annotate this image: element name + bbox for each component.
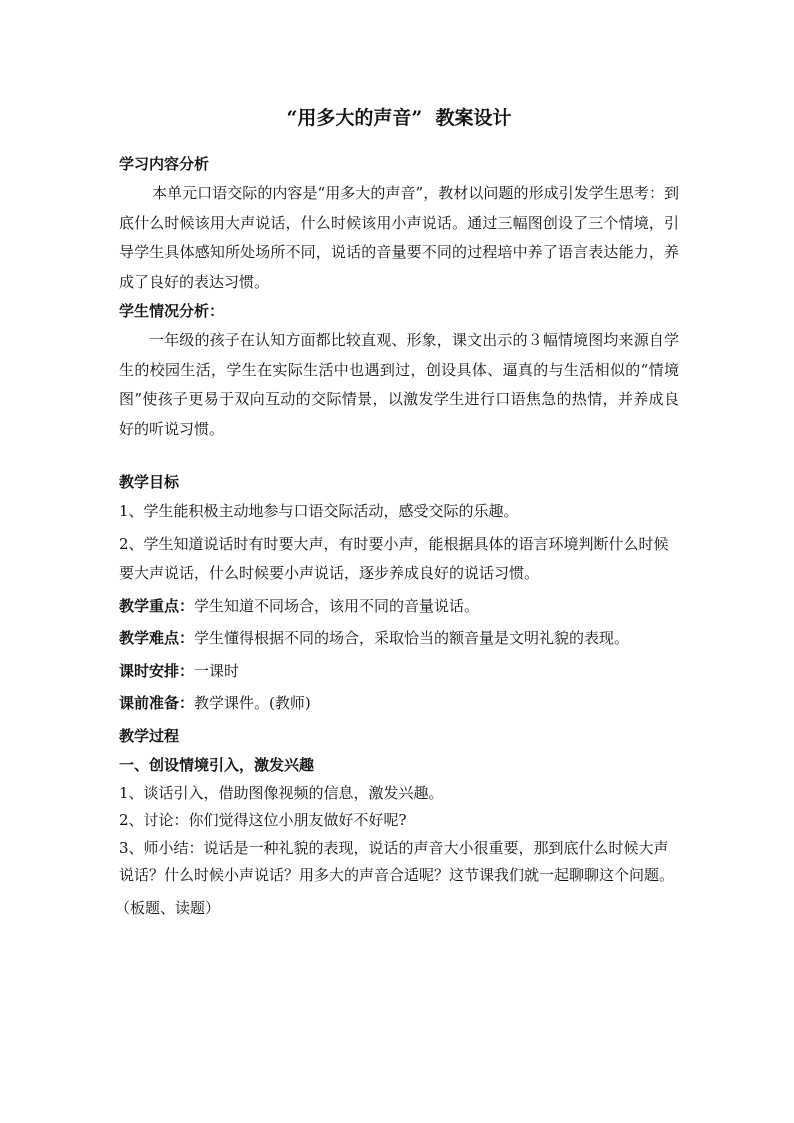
student-analysis-heading: 学生情况分析： xyxy=(119,302,225,320)
schedule-line xyxy=(119,657,679,687)
objectives-heading: 教学目标 xyxy=(119,473,180,491)
objectives-section xyxy=(119,468,679,589)
content-analysis-section xyxy=(119,150,679,297)
preparation-text: 教学课件。(教师) xyxy=(194,694,311,712)
content-analysis-paragraph: 本单元口语交际的内容是“用多大的声音”，教材以问题的形成引发学生思考：到底什么时候该用大声说话，什么时候该用小声说话。通过三幅图创设了三个情境，引导学生具体感知所处场所不同，说话的音量要不同的过程培中养了语言表达能力，养成了良好的表达习惯。 xyxy=(119,184,679,291)
content-analysis-heading: 学习内容分析 xyxy=(119,155,210,173)
difficulty-label: 教学难点： xyxy=(119,629,195,647)
document-content xyxy=(115,104,679,923)
difficulty-text: 学生懂得根据不同的场合，采取恰当的额音量是文明礼貌的表现。 xyxy=(194,629,630,647)
objective-item: 2、学生知道说话时有时要大声，有时要小声，能根据具体的语言环境判断什么时候要大声说话，什么时候要小声说话，逐步养成良好的说话习惯。 xyxy=(119,534,669,582)
process-step: 2、讨论：你们觉得这位小朋友做好不好呢? xyxy=(119,811,407,829)
student-analysis-paragraph: 一年级的孩子在认知方面都比较直观、形象，课文出示的３幅情境图均来源自学生的校园生活，学生在实际生活中也遇到过，创设具体、逼真的与生活相似的“情境图”使孩子更易于双向互动的交际情景，以激发学生进行口语焦急的热情，并养成良好的听说习惯。 xyxy=(119,331,679,438)
key-point-label: 教学重点： xyxy=(119,596,195,615)
teaching-process-heading: 教学过程 xyxy=(119,726,180,745)
preparation-line xyxy=(119,689,679,719)
teaching-process-section xyxy=(115,722,679,923)
key-point-text: 学生知道不同场合，该用不同的音量说话。 xyxy=(194,596,480,615)
objective-item: 1、学生能积极主动地参与口语交际活动，感受交际的乐趣。 xyxy=(119,502,519,520)
preparation-label: 课前准备： xyxy=(119,694,195,712)
student-analysis-section xyxy=(119,297,679,444)
process-step: 3、师小结：说话是一种礼貌的表现，说话的声音大小很重要，那到底什么时候大声说话？什么时候小声说话？用多大的声音合适呢？这节课我们就一起聊聊这个问题。 xyxy=(119,838,675,884)
schedule-label: 课时安排： xyxy=(119,661,195,680)
section-spacer xyxy=(119,444,679,468)
board-title-note: （板题、读题） xyxy=(115,898,221,917)
key-point-line xyxy=(119,592,679,622)
document-title: “用多大的声音” 教案设计 xyxy=(286,107,512,129)
process-step: 1、谈话引入，借助图像视频的信息，激发兴趣。 xyxy=(119,783,444,802)
difficulty-line xyxy=(119,624,679,654)
schedule-text: 一课时 xyxy=(194,661,240,680)
process-step-title: 一、创设情境引入，激发兴趣 xyxy=(119,755,315,774)
